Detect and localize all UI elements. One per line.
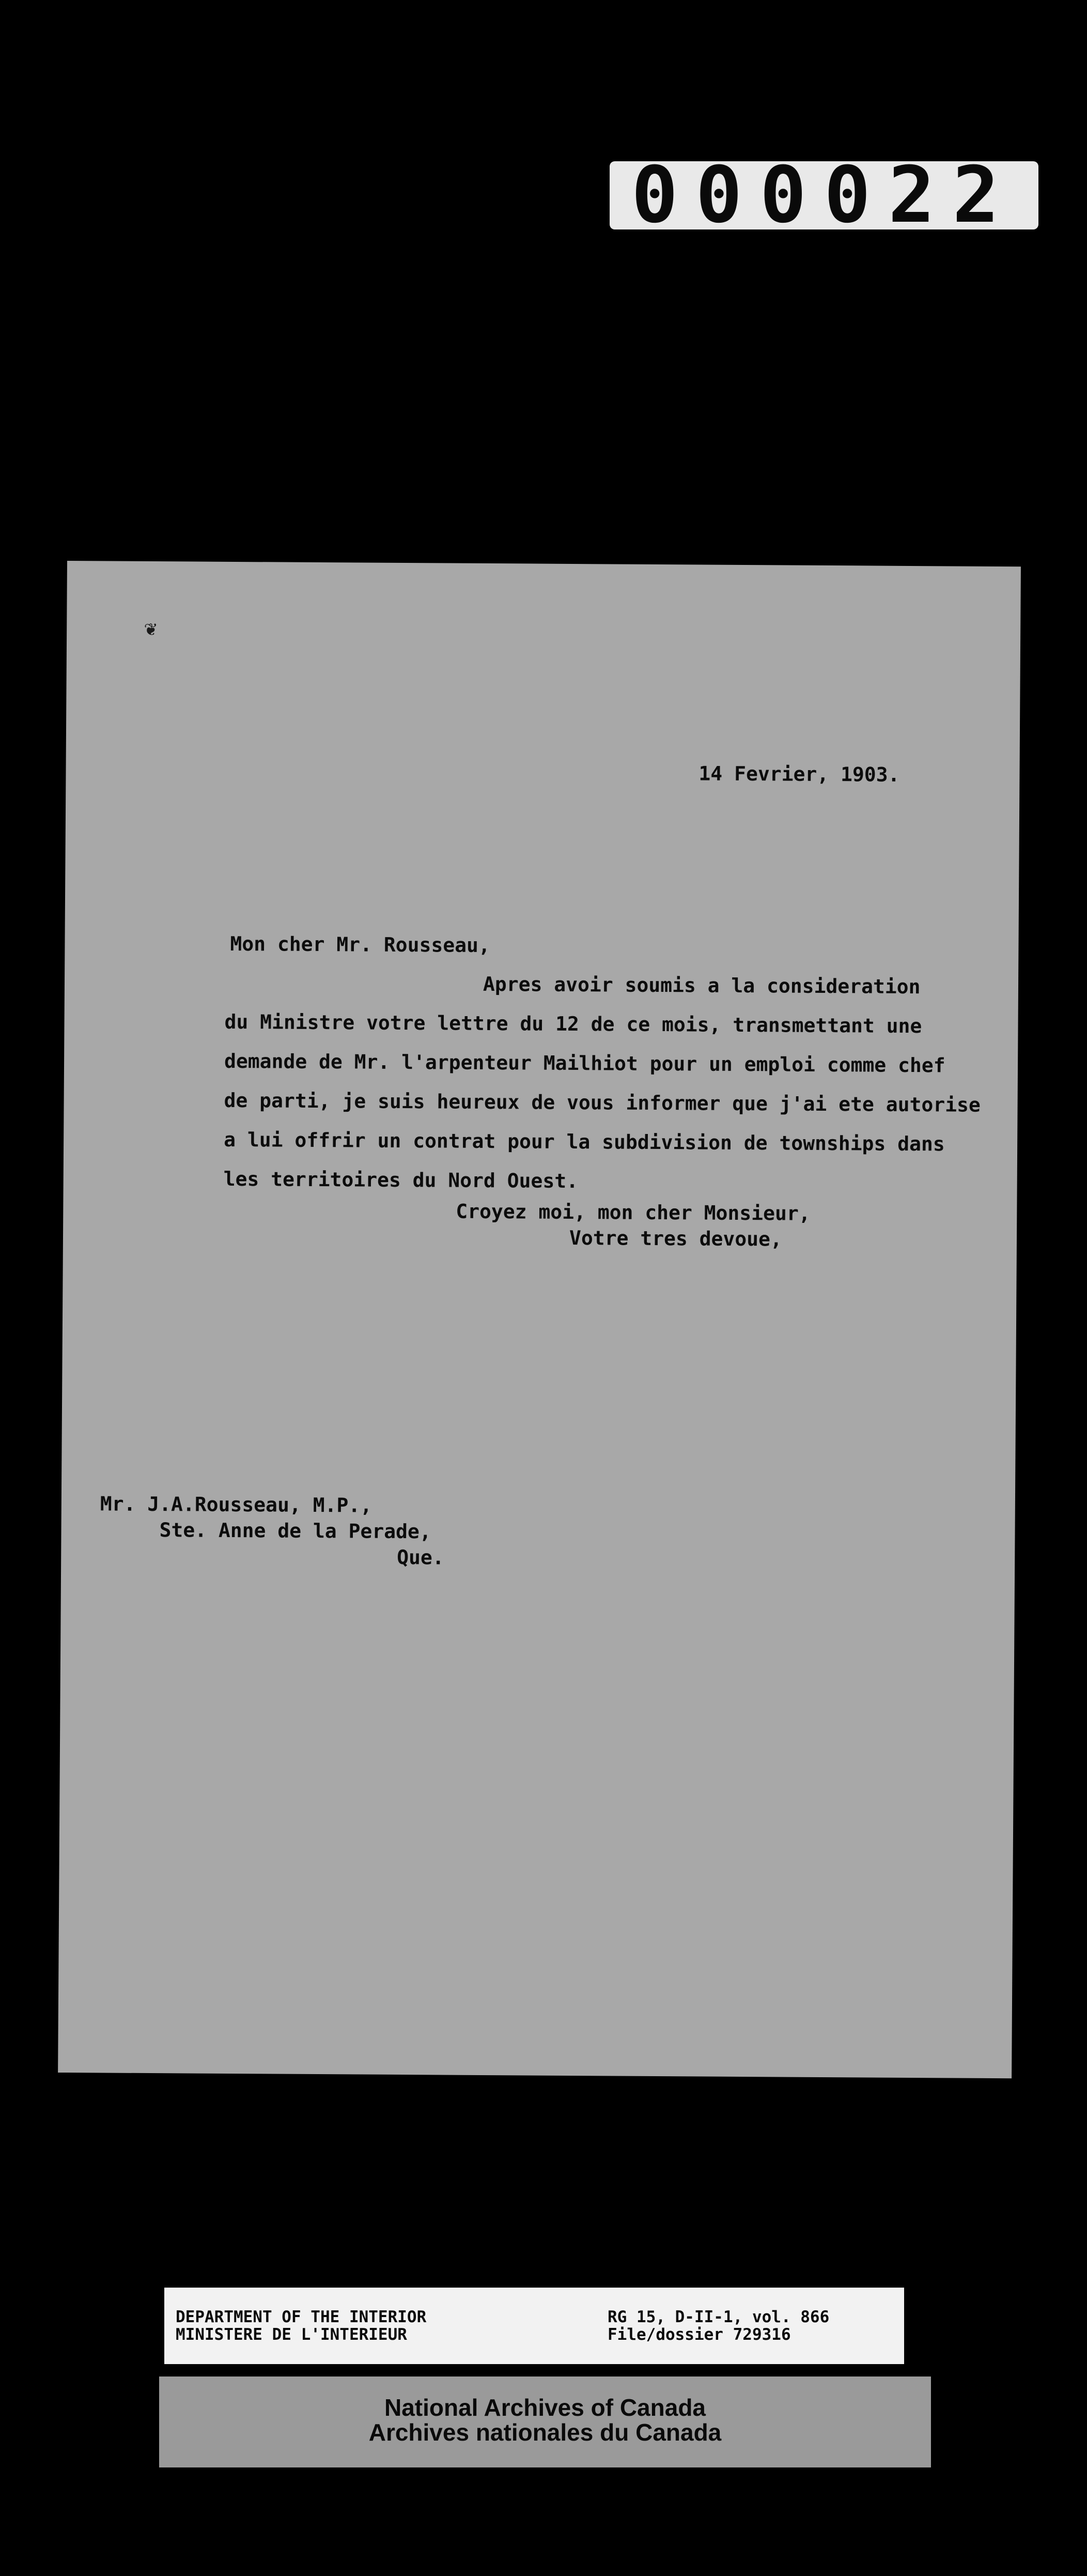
pencil-mark-icon: ❦ <box>144 616 157 641</box>
address-line: Que. <box>397 1545 444 1569</box>
archive-credit-band <box>159 2376 931 2467</box>
letter-body-line: a lui offrir un contrat pour la subdivision de townships dans <box>224 1128 945 1156</box>
frame-number: 000022 <box>610 161 1038 229</box>
archive-name-english: National Archives of Canada <box>384 2394 706 2421</box>
letter-page <box>58 561 1021 2078</box>
address-line: Mr. J.A.Rousseau, M.P., <box>100 1492 372 1517</box>
address-line: Ste. Anne de la Perade, <box>159 1519 431 1543</box>
letter-salutation: Mon cher Mr. Rousseau, <box>230 932 490 957</box>
letter-body-line: de parti, je suis heureux de vous informer que j'ai ete autorise <box>224 1088 981 1116</box>
file-dossier-reference: File/dossier 729316 <box>608 2325 791 2344</box>
letter-date: 14 Fevrier, 1903. <box>698 762 900 786</box>
letter-signoff: Votre tres devoue, <box>569 1226 782 1251</box>
letter-closing: Croyez moi, mon cher Monsieur, <box>456 1200 811 1225</box>
department-french: MINISTERE DE L'INTERIEUR <box>176 2325 407 2344</box>
department-english: DEPARTMENT OF THE INTERIOR <box>176 2308 427 2326</box>
letter-body-line: demande de Mr. l'arpenteur Mailhiot pour un emploi comme chef <box>224 1049 945 1077</box>
letter-body-line: du Ministre votre lettre du 12 de ce mois, transmettant une <box>224 1010 922 1038</box>
archive-name-french: Archives nationales du Canada <box>368 2419 722 2446</box>
record-group-reference: RG 15, D-II-1, vol. 866 <box>608 2308 830 2326</box>
letter-body-line: les territoires du Nord Ouest. <box>223 1167 579 1193</box>
letter-body-line: Apres avoir soumis a la consideration <box>483 972 921 999</box>
footer-reference-band <box>164 2288 904 2364</box>
